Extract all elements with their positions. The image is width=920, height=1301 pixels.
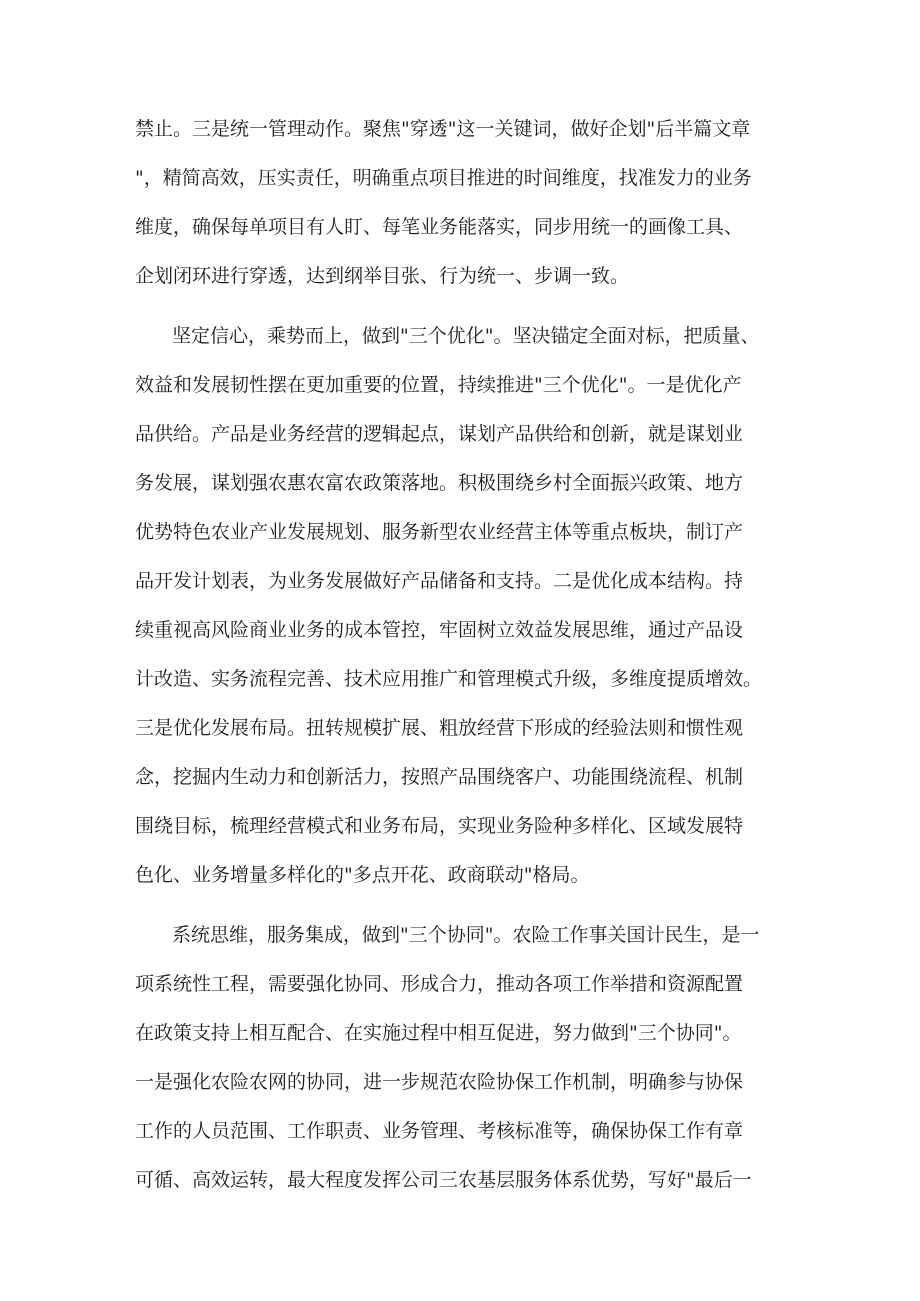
paragraph-3-line-3: 在政策支持上相互配合、在实施过程中相互促进，努力做到"三个协同"。 [135,1022,742,1044]
paragraph-1-line-4: 企划闭环进行穿透，达到纲举目张、行为统一、步调一致。 [135,265,630,287]
paragraph-2-line-7: 续重视高风险商业业务的成本管控，牢固树立效益发展思维，通过产品设 [135,619,744,641]
paragraph-2-line-2: 效益和发展韧性摆在更加重要的位置，持续推进"三个优化"。一是优化产 [135,374,742,396]
paragraph-2-line-8: 计改造、实务流程完善、技术应用推广和管理模式升级，多维度提质增效。 [135,668,763,690]
paragraph-2-line-12: 色化、业务增量多样化的"多点开花、政商联动"格局。 [135,864,590,886]
paragraph-1-line-3: 维度，确保每单项目有人盯、每笔业务能落实，同步用统一的画像工具、 [135,216,744,238]
paragraph-1-line-2: "，精简高效，压实责任，明确重点项目推进的时间维度，找准发力的业务 [135,167,752,189]
paragraph-3-line-4: 一是强化农险农网的协同，进一步规范农险协保工作机制，明确参与协保 [135,1071,744,1093]
paragraph-2-line-1: 坚定信心，乘势而上，做到"三个优化"。坚决锚定全面对标，把质量、 [172,325,760,347]
paragraph-2-line-4: 务发展，谋划强农惠农富农政策落地。积极围绕乡村全面振兴政策、地方 [135,472,744,494]
paragraph-2-line-10: 念，挖掘内生动力和创新活力，按照产品围绕客户、功能围绕流程、机制 [135,766,744,788]
paragraph-3-line-1: 系统思维，服务集成，做到"三个协同"。农险工作事关国计民生，是一 [172,924,760,946]
paragraph-2-line-3: 品供给。产品是业务经营的逻辑起点，谋划产品供给和创新，就是谋划业 [135,423,744,445]
paragraph-2-line-9: 三是优化发展布局。扭转规模扩展、粗放经营下形成的经验法则和惯性观 [135,717,744,739]
paragraph-2-line-11: 围绕目标，梳理经营模式和业务布局，实现业务险种多样化、区域发展特 [135,815,744,837]
paragraph-3-line-2: 项系统性工程，需要强化协同、形成合力，推动各项工作举措和资源配置 [135,973,744,995]
paragraph-1-line-1: 禁止。三是统一管理动作。聚焦"穿透"这一关键词，做好企划"后半篇文章 [135,118,751,140]
paragraph-2-line-6: 品开发计划表，为业务发展做好产品储备和支持。二是优化成本结构。持 [135,570,744,592]
paragraph-2-line-5: 优势特色农业产业发展规划、服务新型农业经营主体等重点板块，制订产 [135,521,744,543]
paragraph-3-line-5: 工作的人员范围、工作职责、业务管理、考核标准等，确保协保工作有章 [135,1120,744,1142]
paragraph-3-line-6: 可循、高效运转，最大程度发挥公司三农基层服务体系优势，写好"最后一 [135,1169,752,1191]
